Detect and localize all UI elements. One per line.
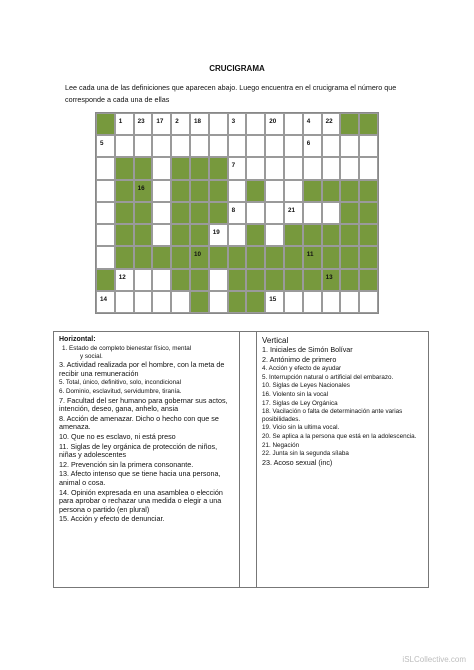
crossword-cell <box>228 157 247 179</box>
clue-item: 14. Opinión expresada en una asamblea o elección para aprobar o rechazar una medida o elegir a una persona o partido (en plural) <box>59 487 223 514</box>
clue-item: 21. Negación <box>262 441 300 449</box>
clue-number: 1 <box>118 118 123 125</box>
crossword-cell <box>303 202 322 224</box>
clue-item: 5. Total, único, definitivo, solo, incondicional <box>59 379 182 387</box>
clue-number: 8 <box>231 206 236 214</box>
blocked-cell <box>359 180 378 202</box>
blocked-cell <box>303 224 322 246</box>
crossword-cell <box>134 135 153 157</box>
crossword-cell <box>152 135 171 157</box>
blocked-cell <box>209 180 228 202</box>
clue-number: 3 <box>231 118 236 125</box>
crossword-cell <box>322 157 341 179</box>
crossword-cell <box>115 291 134 313</box>
crossword-cell <box>209 291 228 313</box>
clue-number: 20 <box>269 118 277 125</box>
vertical-clues <box>256 332 428 587</box>
crossword-cell <box>115 269 134 291</box>
clue-item: 5. Interrupción natural o artificial del embarazo. <box>262 373 394 381</box>
blocked-cell <box>134 202 153 224</box>
crossword-cell <box>152 224 171 246</box>
blocked-cell <box>96 113 115 135</box>
blocked-cell <box>246 291 265 313</box>
blocked-cell <box>152 246 171 268</box>
crossword-cell <box>209 135 228 157</box>
crossword-cell <box>322 113 341 135</box>
blocked-cell <box>115 157 134 179</box>
instructions: Lee cada una de las definiciones que aparecen abajo. Luego encuentra en el crucigrama el número que corresponde a cada una de ellas <box>65 83 397 104</box>
crossword-cell <box>340 157 359 179</box>
vertical-heading: Vertical <box>262 336 289 345</box>
blocked-cell <box>303 180 322 202</box>
blocked-cell <box>340 202 359 224</box>
crossword-cell <box>115 135 134 157</box>
blocked-cell <box>284 224 303 246</box>
blocked-cell <box>134 157 153 179</box>
blocked-cell <box>340 246 359 268</box>
crossword-cell <box>359 135 378 157</box>
blocked-cell <box>209 202 228 224</box>
clue-item: 22. Junta sin la segunda sílaba <box>262 450 349 458</box>
crossword-cell <box>228 224 247 246</box>
blocked-cell <box>228 246 247 268</box>
crossword-cell <box>265 135 284 157</box>
blocked-cell <box>209 157 228 179</box>
clue-number: 23 <box>137 118 145 125</box>
blocked-cell <box>171 224 190 246</box>
clue-item: 13. Afecto intenso que se tiene hacia una persona, animal o cosa. <box>59 469 221 487</box>
crossword-cell <box>152 269 171 291</box>
blocked-cell <box>303 246 322 268</box>
crossword-cell <box>265 202 284 224</box>
crossword-cell <box>228 180 247 202</box>
clue-number: 17 <box>156 118 164 125</box>
blocked-cell <box>322 224 341 246</box>
crossword-cell <box>96 246 115 268</box>
clue-item: 11. Siglas de ley orgánica de protección de niños, niñas y adolescentes <box>59 441 218 460</box>
clue-number: 22 <box>325 118 333 125</box>
crossword-cell <box>96 291 115 313</box>
blocked-cell <box>246 269 265 291</box>
crossword-cell <box>134 291 153 313</box>
crossword-cell <box>171 113 190 135</box>
crossword-cell <box>284 135 303 157</box>
clue-number: 13 <box>325 273 333 281</box>
blocked-cell <box>359 113 378 135</box>
blocked-cell <box>134 180 153 202</box>
blocked-cell <box>171 157 190 179</box>
blocked-cell <box>115 246 134 268</box>
blocked-cell <box>96 269 115 291</box>
crossword-cell <box>96 224 115 246</box>
crossword-cell <box>209 113 228 135</box>
clue-item: 12. Prevención sin la primera consonante. <box>59 459 194 469</box>
blocked-cell <box>265 269 284 291</box>
crossword-cell <box>246 202 265 224</box>
blocked-cell <box>190 224 209 246</box>
crossword-cell <box>96 202 115 224</box>
clue-number: 19 <box>212 229 220 237</box>
blocked-cell <box>322 269 341 291</box>
blocked-cell <box>134 246 153 268</box>
crossword-cell <box>190 135 209 157</box>
crossword-cell <box>246 135 265 157</box>
blocked-cell <box>190 180 209 202</box>
crossword-cell <box>134 269 153 291</box>
crossword-cell <box>265 157 284 179</box>
blocked-cell <box>190 291 209 313</box>
clue-item: 16. Violento sin la vocal <box>262 390 329 398</box>
blocked-cell <box>115 180 134 202</box>
clue-item: 10. Que no es esclavo, ni está preso <box>59 431 176 441</box>
blocked-cell <box>284 269 303 291</box>
clue-number: 11 <box>306 251 314 259</box>
blocked-cell <box>246 180 265 202</box>
page-title: CRUCIGRAMA <box>209 64 265 73</box>
crossword-cell <box>152 202 171 224</box>
blocked-cell <box>340 113 359 135</box>
crossword-cell <box>322 291 341 313</box>
blocked-cell <box>228 291 247 313</box>
clue-number: 4 <box>306 118 311 125</box>
crossword-cell <box>284 180 303 202</box>
clue-number: 16 <box>137 184 145 192</box>
horizontal-list <box>59 345 235 524</box>
crossword-cell <box>134 113 153 135</box>
crossword-cell <box>265 113 284 135</box>
crossword-cell <box>303 113 322 135</box>
crossword-cell <box>228 202 247 224</box>
blocked-cell <box>190 202 209 224</box>
clue-item: 15. Acción y efecto de denunciar. <box>59 514 165 524</box>
blocked-cell <box>359 246 378 268</box>
horizontal-heading: Horizontal: <box>59 336 96 343</box>
crossword-cell <box>96 135 115 157</box>
blocked-cell <box>322 246 341 268</box>
crossword-cell <box>284 202 303 224</box>
crossword-cell <box>303 157 322 179</box>
blocked-cell <box>340 269 359 291</box>
clue-item: 1. Iniciales de Simón Bolívar <box>262 345 353 354</box>
crossword-cell <box>152 180 171 202</box>
crossword-cell <box>171 291 190 313</box>
crossword-cell <box>284 113 303 135</box>
crossword-cell <box>228 135 247 157</box>
crossword-cell <box>246 157 265 179</box>
clue-item: 10. Siglas de Leyes Nacionales <box>262 382 350 390</box>
blocked-cell <box>246 246 265 268</box>
crossword-cell <box>96 180 115 202</box>
blocked-cell <box>340 224 359 246</box>
crossword-cell <box>284 291 303 313</box>
crossword-cell <box>246 113 265 135</box>
crossword-cell <box>303 291 322 313</box>
blocked-cell <box>265 246 284 268</box>
clue-item: 17. Siglas de Ley Orgánica <box>262 399 338 407</box>
clue-item: 20. Se aplica a la persona que está en la adolescencia. <box>262 432 417 440</box>
blocked-cell <box>284 246 303 268</box>
crossword-cell <box>209 224 228 246</box>
crossword-cell <box>152 291 171 313</box>
crossword-cell <box>171 135 190 157</box>
clue-number: 14 <box>100 295 108 303</box>
crossword-cell <box>115 113 134 135</box>
clue-item: 6. Dominio, esclavitud, servidumbre, tiranía. <box>59 387 182 395</box>
crossword-cell <box>359 157 378 179</box>
blocked-cell <box>359 269 378 291</box>
crossword-cell <box>340 291 359 313</box>
vertical-list <box>262 346 424 467</box>
blocked-cell <box>322 180 341 202</box>
blocked-cell <box>359 202 378 224</box>
crossword-cell <box>359 291 378 313</box>
crossword-cell <box>322 202 341 224</box>
clue-item: 4. Acción y efecto de ayudar <box>262 365 342 373</box>
blocked-cell <box>246 224 265 246</box>
crossword-cell <box>152 157 171 179</box>
crossword-cell <box>209 269 228 291</box>
crossword-cell <box>152 113 171 135</box>
crossword-cell <box>96 157 115 179</box>
blocked-cell <box>134 224 153 246</box>
crossword-cell <box>322 135 341 157</box>
crossword-cell <box>265 224 284 246</box>
clue-number: 18 <box>193 118 201 125</box>
clue-item: 7. Facultad del ser humano para gobernar sus actos, intención, deseo, gana, anhelo, ansia <box>59 395 228 414</box>
crossword-cell <box>228 113 247 135</box>
clue-item: 19. Vicio sin la ultima vocal. <box>262 424 340 432</box>
watermark: iSLCollective.com <box>402 655 466 664</box>
clue-number: 21 <box>287 206 295 214</box>
blocked-cell <box>115 202 134 224</box>
crossword-cell <box>340 135 359 157</box>
blocked-cell <box>209 246 228 268</box>
clue-item: 3. Actividad realizada por el hombre, con la meta de recibir una remuneración <box>59 360 225 378</box>
clue-item: 2. Antónimo de primero <box>262 354 337 364</box>
blocked-cell <box>171 269 190 291</box>
clue-number: 5 <box>100 140 104 148</box>
clue-item: 1. Estado de completo bienestar físico, mental y social. <box>62 345 192 360</box>
clue-number: 15 <box>269 295 277 303</box>
crossword-grid <box>95 112 379 314</box>
blocked-cell <box>171 180 190 202</box>
clue-item: 18. Vacilación o falta de determinación ante varias posibilidades. <box>262 408 403 423</box>
clue-item: 23. Acoso sexual (inc) <box>262 457 333 467</box>
clue-number: 10 <box>193 251 201 259</box>
clue-item: 8. Acción de amenazar. Dicho o hecho con que se amenaza. <box>59 413 219 432</box>
crossword-cell <box>190 113 209 135</box>
horizontal-clues <box>54 332 240 587</box>
blocked-cell <box>190 269 209 291</box>
blocked-cell <box>171 246 190 268</box>
blocked-cell <box>228 269 247 291</box>
clue-number: 6 <box>306 140 311 148</box>
blocked-cell <box>171 202 190 224</box>
blocked-cell <box>190 246 209 268</box>
clue-number: 7 <box>231 162 236 170</box>
clues-table <box>53 331 429 588</box>
crossword-cell <box>303 135 322 157</box>
clue-number: 12 <box>118 273 126 281</box>
blocked-cell <box>340 180 359 202</box>
blocked-cell <box>359 224 378 246</box>
crossword-cell <box>284 157 303 179</box>
blocked-cell <box>190 157 209 179</box>
clue-number: 2 <box>175 118 179 125</box>
blocked-cell <box>115 224 134 246</box>
crossword-cell <box>265 180 284 202</box>
crossword-cell <box>265 291 284 313</box>
blocked-cell <box>303 269 322 291</box>
